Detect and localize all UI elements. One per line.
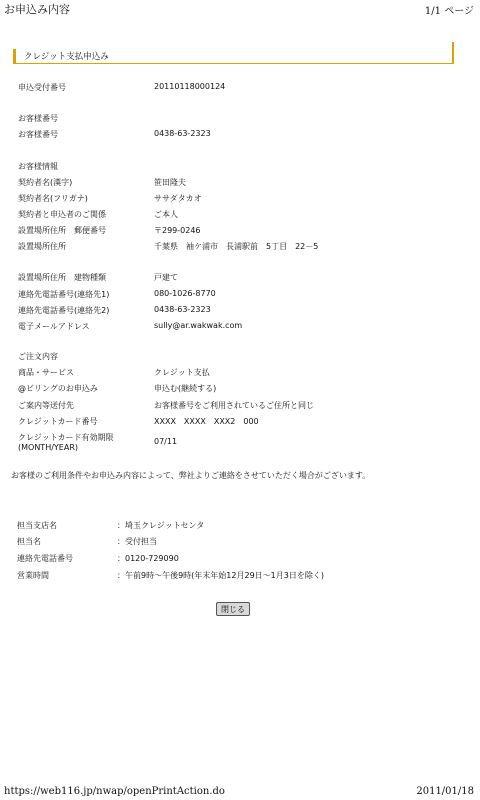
expiry-format-label: (MONTH/YEAR) [18,443,78,452]
order-label: クレジットカード番号 [18,417,98,426]
info-label: 設置場所住所 郵便番号 [18,226,106,235]
print-footer [0,786,480,800]
order-label: 商品・サービス [18,368,74,377]
contact-label: 連絡先電話番号 [17,554,73,563]
contact-value: ：午前9時～午後9時(年末年始12月29日～1月3日を除く) [117,571,324,580]
info-label: 契約者名(フリガナ) [18,194,88,203]
contact-value: ：埼玉クレジットセンタ [117,521,205,530]
customer-info-heading: お客様情報 [18,162,58,171]
contact-label: 担当名 [17,537,41,546]
expiry-value: 07/11 [154,437,178,446]
info-value: ササダタカオ [154,194,202,203]
contact-value: ：受付担当 [117,537,157,546]
order-heading: ご注文内容 [18,352,58,361]
info-value: 笹田隆夫 [154,178,186,187]
contact-value: ：0120-729090 [117,554,179,563]
info-label: 設置場所住所 建物種類 [18,273,106,282]
info-value: ご本人 [154,210,178,219]
print-title: お申込み内容 [4,3,70,16]
contact-label: 担当支店名 [17,521,57,530]
receipt-value: 20110118000124 [154,82,226,91]
info-label: 電子メールアドレス [18,322,90,331]
print-header [0,0,480,16]
order-value: お客様番号をご利用されているご住所と同じ [154,401,314,410]
info-value: 0438-63-2323 [154,305,211,314]
footer-url: https://web116.jp/nwap/openPrintAction.do [4,786,225,797]
order-label: @ビリングのお申込み [18,384,98,393]
info-label: 契約者名(漢字) [18,178,73,187]
info-value: 080-1026-8770 [154,289,216,298]
section-header [13,49,454,64]
receipt-label: 申込受付番号 [18,83,66,92]
order-value: 申込む(継続する) [154,384,217,393]
order-value: クレジット支払 [154,368,210,377]
section-title: クレジット支払申込み [24,52,109,62]
customer-number-heading: お客様番号 [18,114,58,123]
customer-number-label: お客様番号 [18,130,58,139]
close-button[interactable]: 閉じる [216,602,250,616]
contact-label: 営業時間 [17,571,49,580]
order-label: ご案内等送付先 [18,401,74,410]
info-label: 契約者と申込者のご関係 [18,210,106,219]
section-bar-edge [452,42,454,63]
customer-number-value: 0438-63-2323 [154,129,211,138]
info-label: 連絡先電話番号(連絡先1) [18,290,110,299]
info-value: 千葉県 袖ケ浦市 長浦駅前 5丁目 22－5 [154,242,319,251]
page-count: 1/1 ページ [424,6,474,17]
card-number-value: XXXX XXXX XXX2 000 [154,417,259,426]
expiry-label: クレジットカード有効期限 [18,433,114,442]
info-label: 連絡先電話番号(連絡先2) [18,306,110,315]
info-value: 〒299-0246 [154,226,201,235]
info-label: 設置場所住所 [18,242,66,251]
notice-text: お客様のご利用条件やお申込み内容によって、弊社よりご連絡をさせていただく場合がございます。 [11,471,371,480]
email-value: sully@ar.wakwak.com [154,321,243,330]
info-value: 戸建て [154,273,178,282]
footer-date: 2011/01/18 [416,786,474,797]
